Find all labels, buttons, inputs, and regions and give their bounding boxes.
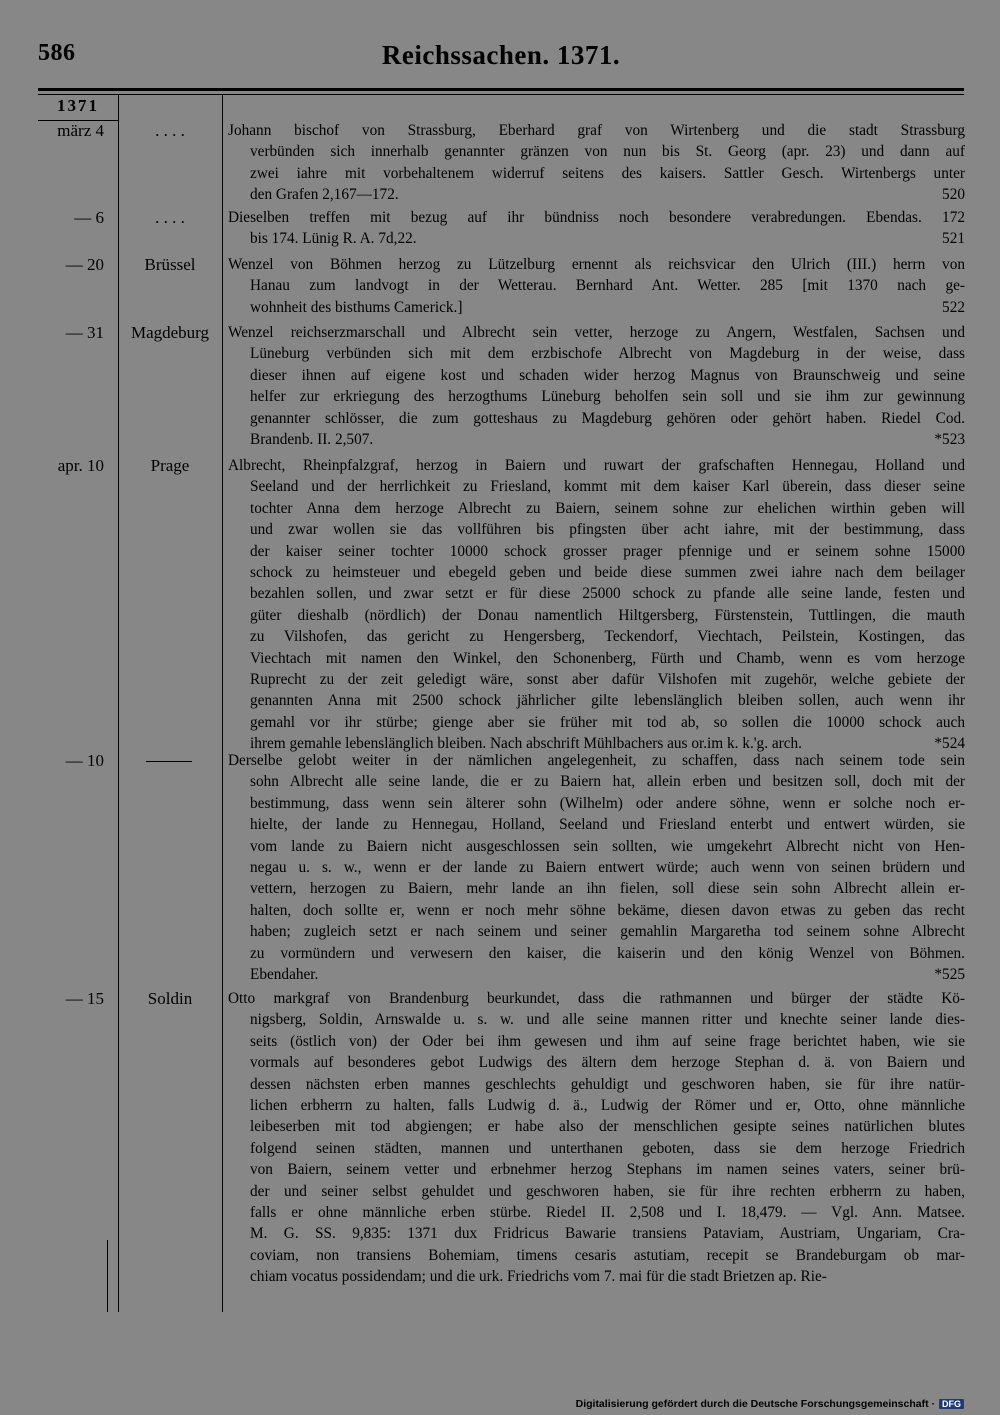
entry-line: bestimmung, dass wenn sein älterer sohn (Wilhelm) oder andere söhne, wenn er solche noch er- <box>250 794 965 812</box>
entry-line: zwei iahre mit vorbehaltenem widerruf seitens des kaisers. Sattler Gesch. Wirtenbergs unter <box>250 164 965 182</box>
entry-number: *523 <box>934 431 965 449</box>
entry-date: — 10 <box>65 751 104 770</box>
entry-line: zu vormündern und verwesern den kaiser, die kaiserin und den könig Wenzel von Böhmen. <box>250 944 965 962</box>
entry-line: Lüneburg verbünden sich mit dem erzbischofe Albrecht von Magdeburg in der weise, dass <box>250 345 965 363</box>
entry-line: chiam vocatus possidendam; und die urk. Friedrichs vom 7. mai für die stadt Brietzen ap. Rie- <box>250 1268 827 1286</box>
entry-line: coviam, non transiens Bohemiam, timens cesaris astutiam, recepit se Brandeburgam ob mar- <box>250 1246 965 1264</box>
entry-line: Ebendaher. <box>250 966 319 984</box>
entry-line: Ruprecht zu der zeit geledigt wäre, sonst aber dafür Vilshofen mit zugehör, welche gebiete der <box>250 671 965 689</box>
entry-place: Brüssel <box>144 255 196 274</box>
entry-line: vormals auf besonderes gebot Ludwigs des ältern dem herzoge Stephan d. ä. von Baiern und <box>250 1054 965 1072</box>
footer-credit <box>576 1398 964 1410</box>
entry-line: Otto markgraf von Brandenburg beurkundet, dass die rathmannen und bürger der städte Kö- <box>228 990 965 1007</box>
entry-line: Brandenb. II. 2,507. <box>250 431 374 449</box>
entry-line: halten, doch sollte er, wenn er noch mehr söhne bekäme, diesen davon etwas zu geben das recht <box>250 901 965 919</box>
running-title: Reichssachen. 1371. <box>381 40 621 70</box>
entry-line: lichen erbherrn zu halten, falls Ludwig d. ä., Ludwig der Römer und er, Otto, ohne männliche <box>250 1097 965 1115</box>
entry-date: — 15 <box>65 989 104 1008</box>
entry-line: genannter schlösser, die zum gotteshaus zu Magdeburg gehören oder gehört haben. Riedel Cod. <box>250 409 965 427</box>
entry-text <box>228 207 965 250</box>
entry-line: der kaiser seiner tochter 10000 schock grosser prager pfennige und er seinem sohne 15000 <box>250 542 965 560</box>
entry-text <box>228 988 965 1288</box>
entry-line: sohn Albrecht alle seine lande, die er zu Baiern hat, allein erben und besitzen soll, doch mit der <box>250 773 965 791</box>
entry-line: zu Vilshofen, das gericht zu Hengersberg, Teckendorf, Viechtach, Peilstein, Kostingen, das <box>250 628 965 646</box>
column-divider-date <box>118 94 119 1312</box>
entry-text <box>228 750 965 985</box>
entry-line: bis 174. Lünig R. A. 7d,22. <box>250 230 417 248</box>
entry-place: . . . . <box>155 121 185 140</box>
entry-number: 521 <box>942 230 965 248</box>
entry-line: von Baiern, seinem vetter und erbnehmer herzog Stephans im namen seines vaters, seiner brü- <box>250 1161 965 1179</box>
entry-line: Derselbe gelobt weiter in der nämlichen angelegenheit, zu schaffen, dass nach seinem tode sein <box>228 752 965 769</box>
entry-text <box>228 322 965 450</box>
entry-line: güter dieshalb (nördlich) der Donau namentlich Hiltgersberg, Fürstenstein, Tuttlingen, die mauth <box>250 606 965 624</box>
entry-line: schock zu heimsteuer und ebegeld geben und beide diese summen zwei iahre nach dem beilager <box>250 564 965 582</box>
entry-line: folgend seinen städten, mannen und unterthanen geboten, dass sie dem herzoge Friedrich <box>250 1139 965 1157</box>
entry-line: helfer zur erkriegung des herzogthums Lüneburg beholfen sein soll und sie ihm zur gewinnung <box>250 388 965 406</box>
entry-line: Wenzel von Böhmen herzog zu Lützelburg ernennt als reichsvicar den Ulrich (III.) herrn von <box>228 256 965 273</box>
footer-text: Digitalisierung gefördert durch die Deutsche Forschungsgemeinschaft · <box>575 1398 935 1410</box>
year-heading: 1371 <box>38 96 118 121</box>
entry-line: gemahl vor ihr stürbe; gienge aber sie früher mit tod ab, so sollen die 10000 schock auch <box>250 713 965 731</box>
entry-line: leibeserben mit tod abgiengen; er habe also der menschlichen gesipte seines natürlichen blutes <box>250 1118 965 1136</box>
entry-line: Dieselben treffen mit bezug auf ihr bündniss noch besondere verabredungen. Ebendas. 172 <box>228 209 965 226</box>
entry-place: Soldin <box>147 989 193 1008</box>
entry-line: vettern, herzogen zu Baiern, mehr lande an ihn fielen, soll diese sein sohn Albrecht allein er- <box>250 880 965 898</box>
page-number: 586 <box>38 40 76 66</box>
entry-line: Wenzel reichserzmarschall und Albrecht sein vetter, herzoge zu Angern, Westfalen, Sachsen und <box>228 324 965 341</box>
entry-place: Prage <box>150 456 190 475</box>
column-divider-date-tail <box>107 1240 108 1312</box>
entry-place: Magdeburg <box>130 323 210 342</box>
entry-text <box>228 254 965 318</box>
entry-number: *524 <box>934 735 965 753</box>
entry-line: dieser ihnen auf eigene kost und schaden wider herzog Magnus von Braunschweig und seine <box>250 366 965 384</box>
entry-date: apr. 10 <box>57 456 104 475</box>
entry-date: märz 4 <box>57 121 104 140</box>
entry-line: seits (östlich von) der Oder bei ihm gewesen und ihm auf seine frage berichtet haben, wie sie <box>250 1032 965 1050</box>
entry-line: bezahlen sollen, und zwar setzt er für diese 25000 schock zu pfande alle seine lande, festen und <box>250 585 965 603</box>
entry-date: — 6 <box>74 208 104 227</box>
header-rule <box>38 88 964 95</box>
entry-line: Johann bischof von Strassburg, Eberhard graf von Wirtenberg und die stadt Strassburg <box>228 122 965 139</box>
entry-line: M. G. SS. 9,835: 1371 dux Fridricus Bawarie transiens Pataviam, Austriam, Ungariam, Cra- <box>250 1225 965 1243</box>
entry-text <box>228 120 965 206</box>
entry-line: Viechtach mit namen den Winkel, den Schonenberg, Fürth und Chamb, wenn es vom herzoge <box>250 649 965 667</box>
entry-date: — 31 <box>65 323 104 342</box>
entry-line: nigsberg, Soldin, Arnswalde u. s. w. und alle seine mannen ritter und knechte seiner lande dies- <box>250 1011 965 1029</box>
entry-line: verbünden sich innerhalb genannter gränzen von nun bis St. Georg (apr. 23) und dann auf <box>250 143 965 161</box>
entry-line: haben; zugleich setzt er nach seinem und seiner gemahlin Margaretha tod seinem sohne Albrecht <box>250 923 965 941</box>
entry-line: falls er ohne männliche erben stürbe. Riedel II. 2,508 und I. 18,479. — Vgl. Ann. Matsee. <box>250 1204 965 1222</box>
entry-line: vom lande zu Baiern nicht ausgeschlossen sein sollten, wie umgekehrt Albrecht nicht von Hen- <box>250 837 965 855</box>
entry-line: genannten Anna mit 2500 schock jährlicher gilte lebenslänglich bleiben sollen, auch wenn ihr <box>250 692 965 710</box>
entry-line: wohnheit des bisthums Camerick.] <box>250 298 463 316</box>
page-header <box>38 40 964 80</box>
entry-line: negau u. s. w., wenn er der lande zu Baiern entwert würde; auch wenn von seinen brüdern und <box>250 859 965 877</box>
entry-number: 522 <box>942 298 965 316</box>
entry-number: 520 <box>942 186 965 204</box>
dfg-logo: DFG <box>939 1399 964 1409</box>
entry-line: der und seiner selbst gehuldet und geschworen haben, sie für ihre rechten erbherrn zu haben, <box>250 1182 965 1200</box>
entry-line: dessen nächsten erben mannes geschlechts gehuldigt und geschworen haben, sie für ihre natür- <box>250 1075 965 1093</box>
entry-line: tochter Anna dem herzoge Albrecht zu Baiern, seinem sohne zur ehelichen wirthin geben will <box>250 499 965 517</box>
entry-date: — 20 <box>65 255 104 274</box>
entry-number: *525 <box>934 966 965 984</box>
column-divider-place <box>222 94 223 1312</box>
entry-line: Seeland und der herrlichkeit zu Friesland, kommt mit dem kaiser Karl überein, dass dieser seine <box>250 478 965 496</box>
entry-line: Hanau zum landvogt in der Wetterau. Bernhard Ant. Wetter. 285 [mit 1370 nach ge- <box>250 277 965 295</box>
entry-line: ihrem gemahle lebenslänglich bleiben. Nach abschrift Mühlbachers aus or.im k. k.'g. arch. <box>250 735 802 753</box>
entry-line: hielte, der lande zu Hennegau, Holland, Seeland und Friesland enterbt und entwert würden, sie <box>250 816 965 834</box>
entry-line: den Grafen 2,167—172. <box>250 186 399 204</box>
place-ditto-dash <box>146 761 192 762</box>
entry-place: . . . . <box>155 208 185 227</box>
entry-line: und zwar wollen sie das vollführen bis pfingsten über acht iahre, mit der bestimmung, dass <box>250 521 965 539</box>
entry-line: Albrecht, Rheinpfalzgraf, herzog in Baiern und ruwart der grafschaften Hennegau, Holland und <box>228 457 965 474</box>
entry-text <box>228 455 965 755</box>
